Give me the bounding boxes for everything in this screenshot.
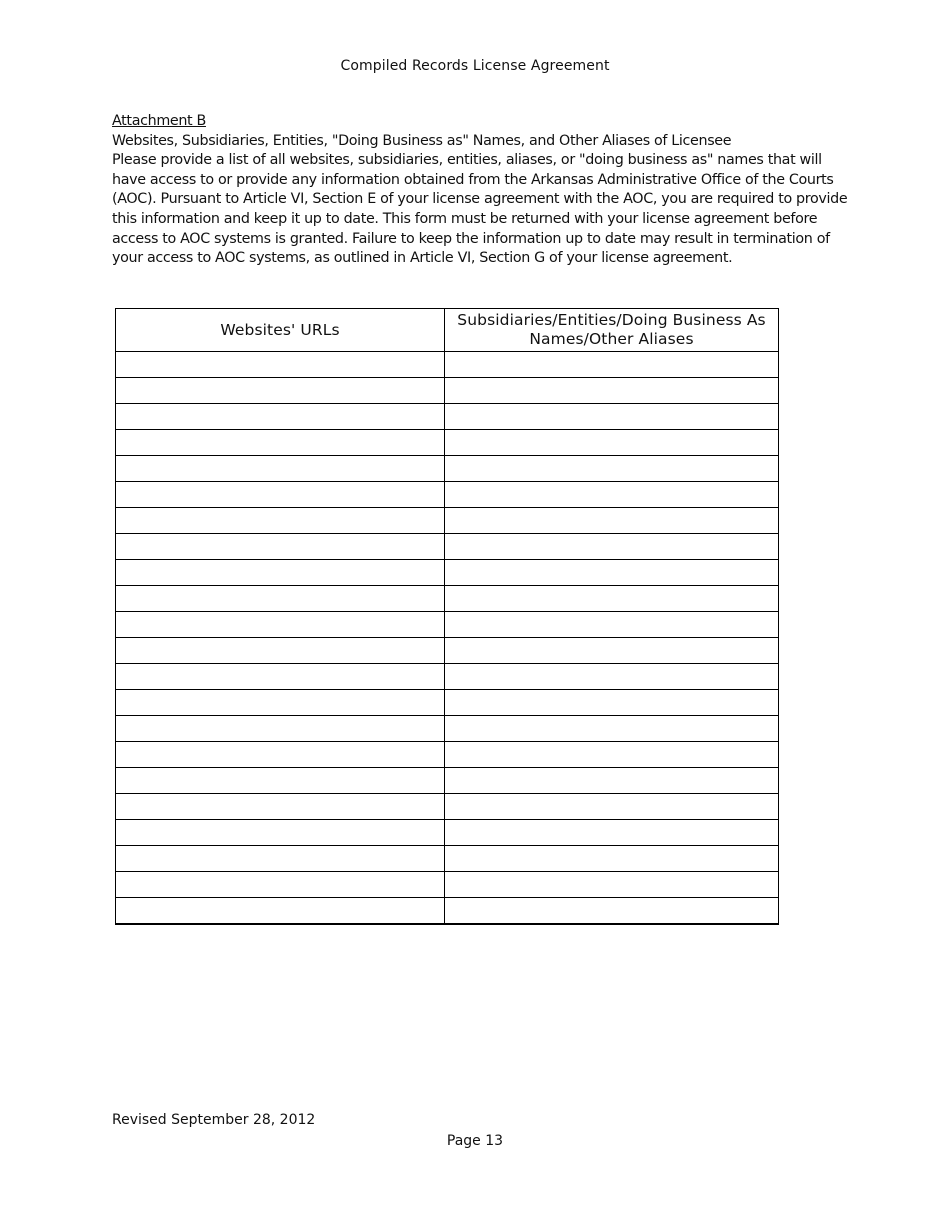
alias-name-cell[interactable] — [445, 482, 779, 508]
website-url-cell[interactable] — [116, 794, 445, 820]
table-row — [116, 872, 779, 898]
table-row — [116, 794, 779, 820]
document-header-title: Compiled Records License Agreement — [340, 58, 610, 74]
alias-name-cell[interactable] — [445, 378, 779, 404]
table-row — [116, 898, 779, 925]
alias-name-cell[interactable] — [445, 456, 779, 482]
table-body — [116, 352, 779, 925]
website-url-cell[interactable] — [116, 898, 445, 925]
website-url-cell[interactable] — [116, 638, 445, 664]
alias-name-cell[interactable] — [445, 508, 779, 534]
website-url-cell[interactable] — [116, 742, 445, 768]
column-header-aliases: Subsidiaries/Entities/Doing Business As Names/Other Aliases — [445, 309, 779, 352]
table-header-row — [116, 309, 779, 352]
alias-name-cell[interactable] — [445, 638, 779, 664]
alias-name-cell[interactable] — [445, 872, 779, 898]
table-row — [116, 664, 779, 690]
table-row — [116, 612, 779, 638]
alias-name-cell[interactable] — [445, 586, 779, 612]
alias-name-cell[interactable] — [445, 352, 779, 378]
aliases-table — [115, 308, 779, 925]
alias-name-cell[interactable] — [445, 794, 779, 820]
table-row — [116, 404, 779, 430]
table-row — [116, 638, 779, 664]
table-row — [116, 534, 779, 560]
table-row — [116, 586, 779, 612]
page-number: Page 13 — [446, 1133, 504, 1149]
website-url-cell[interactable] — [116, 872, 445, 898]
website-url-cell[interactable] — [116, 352, 445, 378]
table-row — [116, 560, 779, 586]
website-url-cell[interactable] — [116, 690, 445, 716]
website-url-cell[interactable] — [116, 586, 445, 612]
table-row — [116, 456, 779, 482]
table-row — [116, 430, 779, 456]
alias-name-cell[interactable] — [445, 534, 779, 560]
alias-name-cell[interactable] — [445, 768, 779, 794]
website-url-cell[interactable] — [116, 560, 445, 586]
alias-name-cell[interactable] — [445, 690, 779, 716]
table-row — [116, 690, 779, 716]
alias-name-cell[interactable] — [445, 430, 779, 456]
table-row — [116, 820, 779, 846]
table-row — [116, 508, 779, 534]
table-row — [116, 768, 779, 794]
website-url-cell[interactable] — [116, 508, 445, 534]
website-url-cell[interactable] — [116, 846, 445, 872]
website-url-cell[interactable] — [116, 482, 445, 508]
table-row — [116, 352, 779, 378]
table-row — [116, 846, 779, 872]
website-url-cell[interactable] — [116, 534, 445, 560]
alias-name-cell[interactable] — [445, 560, 779, 586]
table-row — [116, 378, 779, 404]
table-row — [116, 742, 779, 768]
table-row — [116, 716, 779, 742]
website-url-cell[interactable] — [116, 820, 445, 846]
alias-name-cell[interactable] — [445, 742, 779, 768]
attachment-section — [112, 112, 852, 269]
alias-name-cell[interactable] — [445, 820, 779, 846]
attachment-instructions: Please provide a list of all websites, subsidiaries, entities, aliases, or "doing business as" names that will have access to or provide any information obtained from the Arkansas Administrative Office of the Courts (AOC). Pursuant to Article VI, Section E of your license agreement with the AOC, you are required to provide this information and keep it up to date. This form must be returned with your license agreement before access to AOC systems is granted. Failure to keep the information up to date may result in termination of your access to AOC systems, as outlined in Article VI, Section G of your license agreement. — [112, 152, 848, 267]
alias-name-cell[interactable] — [445, 716, 779, 742]
alias-name-cell[interactable] — [445, 846, 779, 872]
alias-name-cell[interactable] — [445, 612, 779, 638]
attachment-title: Attachment B — [112, 113, 206, 129]
website-url-cell[interactable] — [116, 430, 445, 456]
table-row — [116, 482, 779, 508]
column-header-websites: Websites' URLs — [116, 309, 445, 352]
alias-name-cell[interactable] — [445, 664, 779, 690]
revision-date: Revised September 28, 2012 — [112, 1112, 316, 1128]
website-url-cell[interactable] — [116, 404, 445, 430]
website-url-cell[interactable] — [116, 768, 445, 794]
website-url-cell[interactable] — [116, 664, 445, 690]
alias-name-cell[interactable] — [445, 404, 779, 430]
website-url-cell[interactable] — [116, 456, 445, 482]
attachment-subtitle: Websites, Subsidiaries, Entities, "Doing Business as" Names, and Other Aliases of Licensee — [112, 132, 732, 149]
alias-name-cell[interactable] — [445, 898, 779, 925]
website-url-cell[interactable] — [116, 378, 445, 404]
website-url-cell[interactable] — [116, 716, 445, 742]
website-url-cell[interactable] — [116, 612, 445, 638]
